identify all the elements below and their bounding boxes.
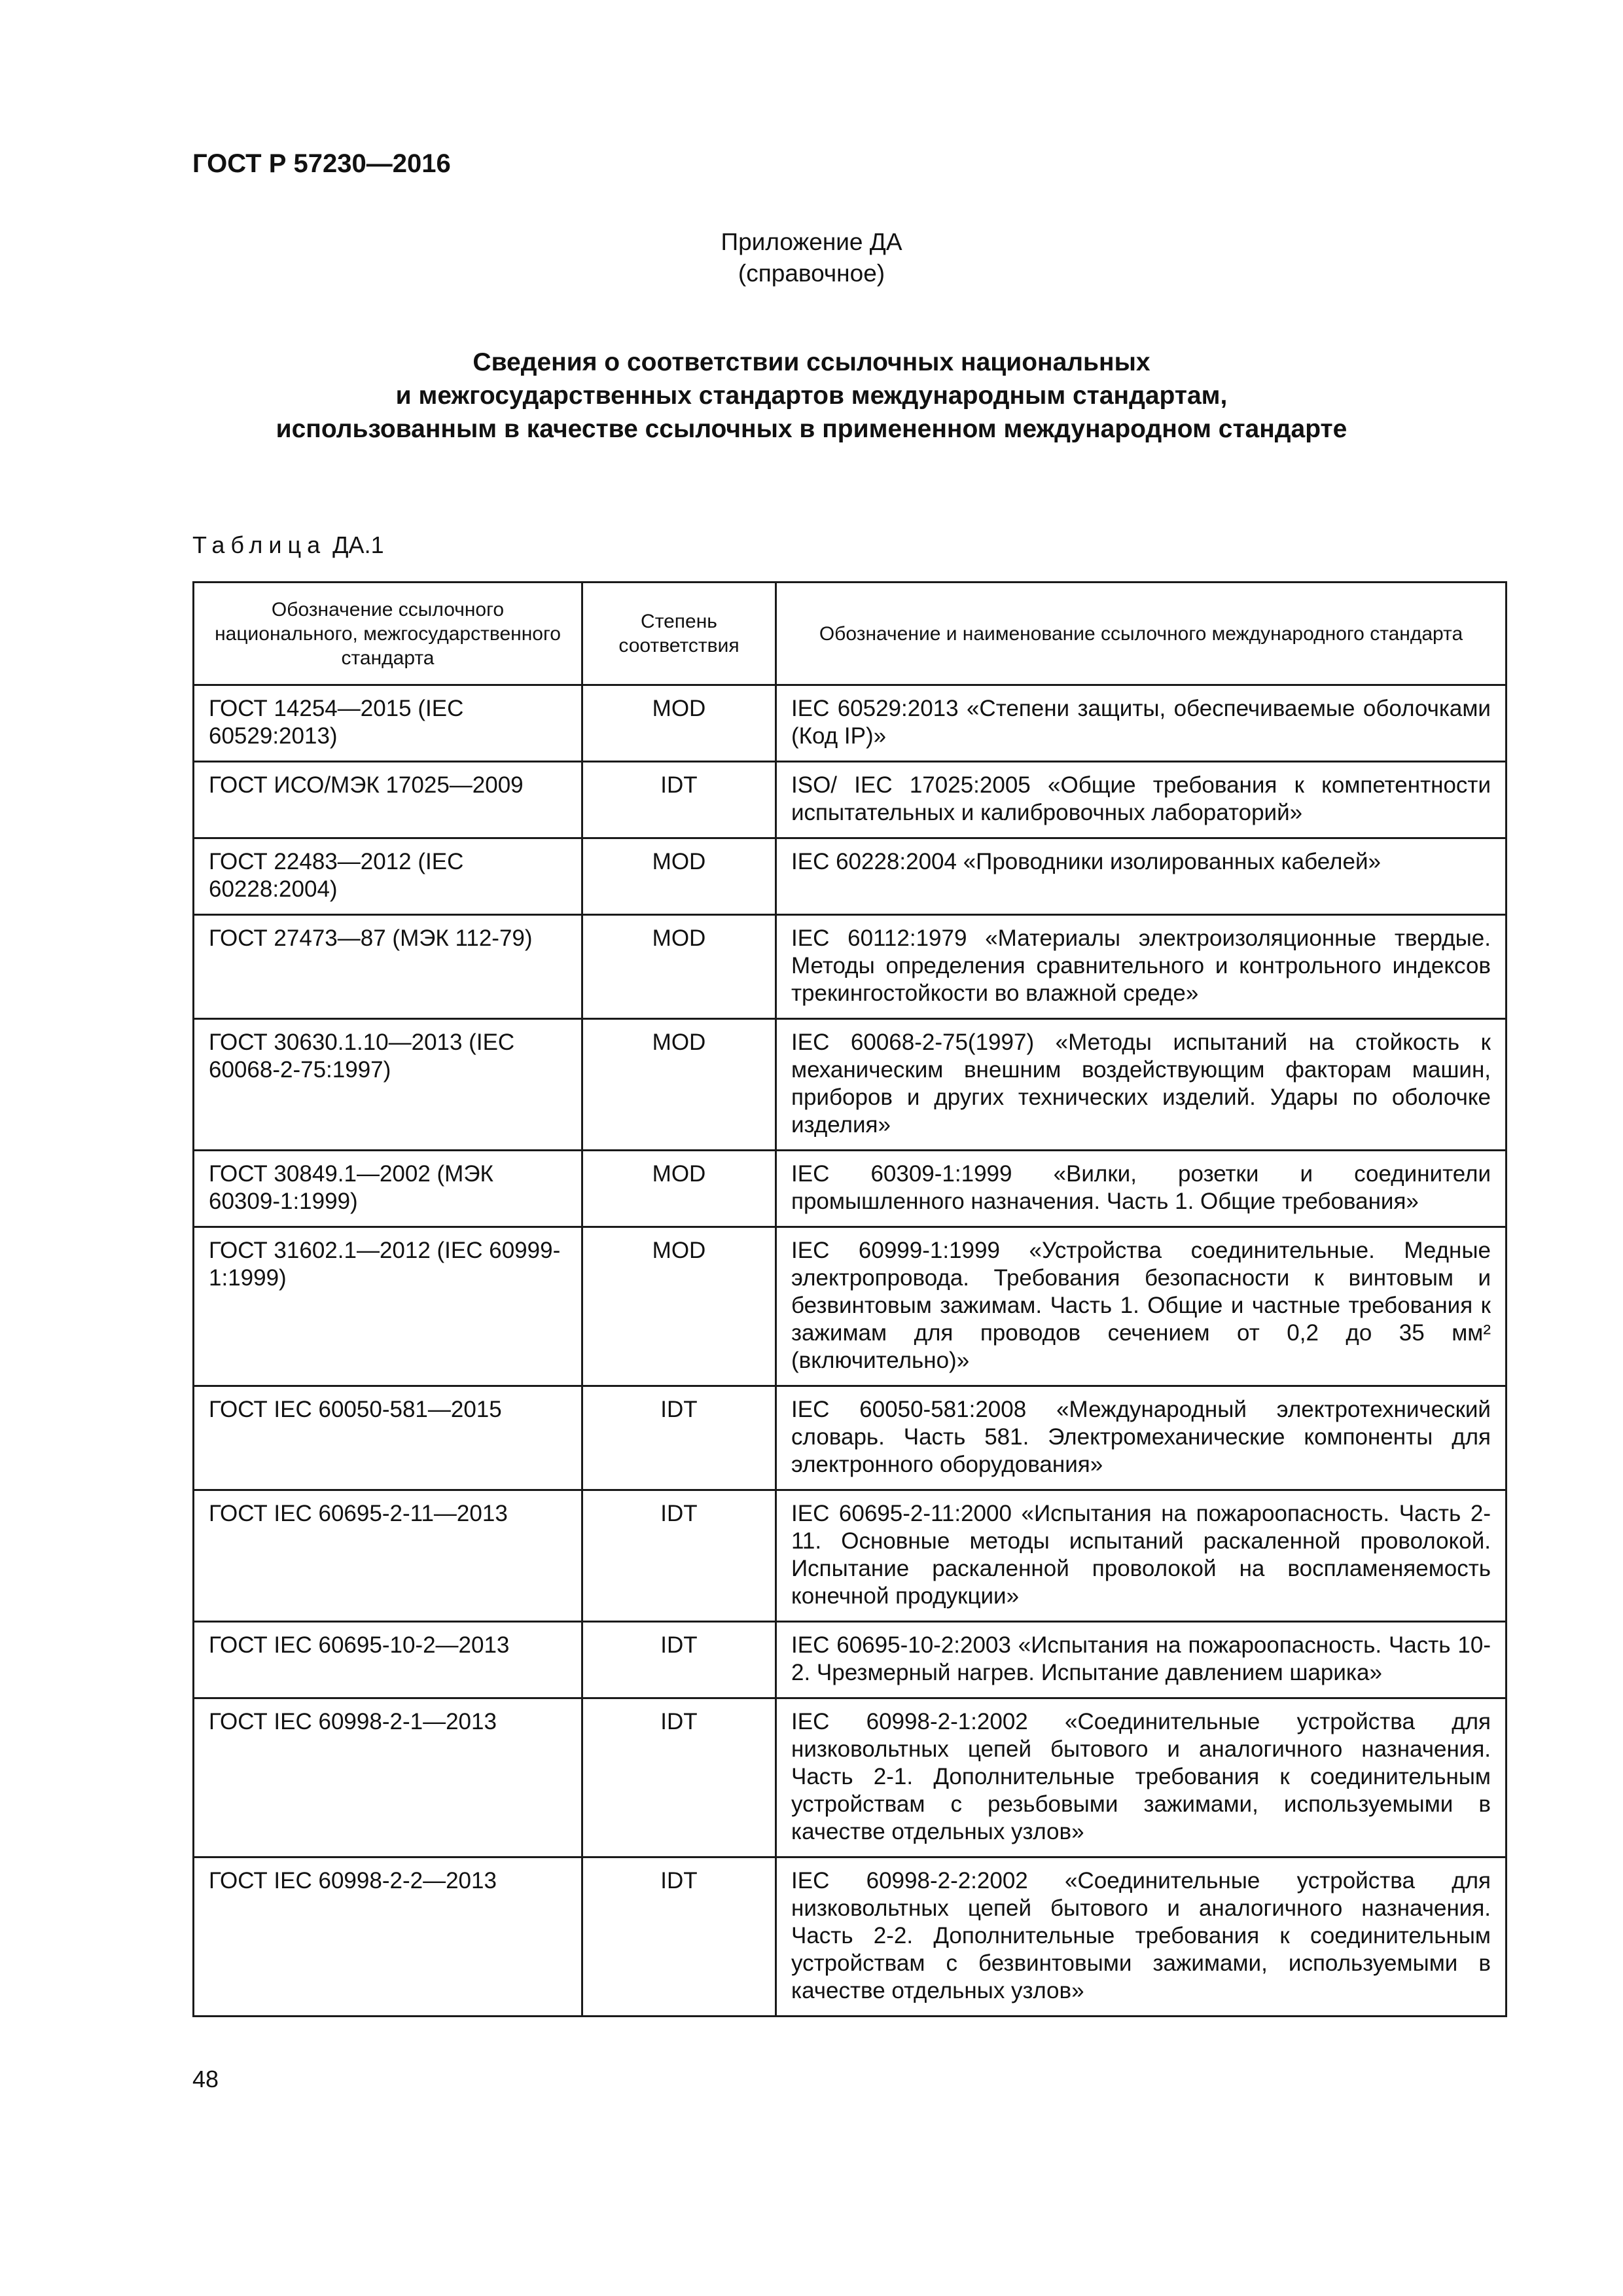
title-line: Сведения о соответствии ссылочных национальных	[473, 348, 1150, 376]
national-standard-cell: ГОСТ 27473—87 (МЭК 112-79)	[194, 915, 582, 1019]
degree-cell: IDT	[582, 762, 776, 838]
document-code: ГОСТ Р 57230—2016	[192, 149, 451, 178]
table-row	[194, 762, 1507, 838]
national-standard-cell: ГОСТ IEC 60695-2-11—2013	[194, 1490, 582, 1622]
national-standard-cell: ГОСТ ИСО/МЭК 17025—2009	[194, 762, 582, 838]
table-row	[194, 1857, 1507, 2017]
appendix-title: Приложение ДА	[721, 228, 902, 255]
table-row	[194, 1227, 1507, 1386]
title-line: использованным в качестве ссылочных в примененном международном стандарте	[276, 415, 1347, 443]
international-standard-cell: IEC 60112:1979 «Материалы электроизоляционные твердые. Методы определения сравнительного и контрольного индексов трекингостойкости во влажной среде»	[776, 915, 1507, 1019]
table-row	[194, 1490, 1507, 1622]
international-standard-cell: IEC 60998-2-1:2002 «Соединительные устройства для низковольтных цепей бытового и аналогичного назначения. Часть 2-1. Дополнительные требования к соединительным устройствам с резьбовыми зажимами, используемыми в качестве отдельных узлов»	[776, 1698, 1507, 1857]
degree-cell: MOD	[582, 1151, 776, 1227]
column-header-international-standard: Обозначение и наименование ссылочного международного стандарта	[776, 583, 1507, 685]
international-standard-cell: IEC 60309-1:1999 «Вилки, розетки и соединители промышленного назначения. Часть 1. Общие требования»	[776, 1151, 1507, 1227]
degree-cell: MOD	[582, 1019, 776, 1151]
national-standard-cell: ГОСТ 30630.1.10—2013 (IEC 60068-2-75:1997)	[194, 1019, 582, 1151]
national-standard-cell: ГОСТ 14254—2015 (IEC 60529:2013)	[194, 685, 582, 762]
national-standard-cell: ГОСТ 30849.1—2002 (МЭК 60309-1:1999)	[194, 1151, 582, 1227]
table-row	[194, 1622, 1507, 1698]
national-standard-cell: ГОСТ IEC 60998-2-1—2013	[194, 1698, 582, 1857]
appendix-heading	[0, 226, 1623, 289]
document-title	[0, 346, 1623, 446]
international-standard-cell: IEC 60998-2-2:2002 «Соединительные устройства для низковольтных цепей бытового и аналогичного назначения. Часть 2-2. Дополнительные требования к соединительным устройствам с безвинтовыми зажимами, используемыми в качестве отдельных узлов»	[776, 1857, 1507, 2017]
table-header-row	[194, 583, 1507, 685]
national-standard-cell: ГОСТ 22483—2012 (IEC 60228:2004)	[194, 838, 582, 915]
table-row	[194, 838, 1507, 915]
degree-cell: IDT	[582, 1386, 776, 1490]
degree-cell: IDT	[582, 1490, 776, 1622]
international-standard-cell: IEC 60999-1:1999 «Устройства соединительные. Медные электропровода. Требования безопасности к винтовым и безвинтовым зажимам. Часть 1. Общие и частные требования к зажимам для проводов сечением от 0,2 до 35 мм² (включительно)»	[776, 1227, 1507, 1386]
column-header-degree: Степень соответствия	[582, 583, 776, 685]
international-standard-cell: IEC 60228:2004 «Проводники изолированных кабелей»	[776, 838, 1507, 915]
degree-cell: IDT	[582, 1622, 776, 1698]
national-standard-cell: ГОСТ 31602.1—2012 (IEC 60999-1:1999)	[194, 1227, 582, 1386]
degree-cell: MOD	[582, 1227, 776, 1386]
table-caption-number: ДА.1	[332, 531, 384, 558]
table-row	[194, 1151, 1507, 1227]
degree-cell: MOD	[582, 915, 776, 1019]
national-standard-cell: ГОСТ IEC 60050-581—2015	[194, 1386, 582, 1490]
degree-cell: IDT	[582, 1857, 776, 2017]
national-standard-cell: ГОСТ IEC 60998-2-2—2013	[194, 1857, 582, 2017]
national-standard-cell: ГОСТ IEC 60695-10-2—2013	[194, 1622, 582, 1698]
international-standard-cell: IEC 60695-10-2:2003 «Испытания на пожароопасность. Часть 10-2. Чрезмерный нагрев. Испытание давлением шарика»	[776, 1622, 1507, 1698]
appendix-status: (справочное)	[738, 260, 885, 287]
international-standard-cell: IEC 60529:2013 «Степени защиты, обеспечиваемые оболочками (Код IP)»	[776, 685, 1507, 762]
international-standard-cell: IEC 60695-2-11:2000 «Испытания на пожароопасность. Часть 2-11. Основные методы испытаний раскаленной проволокой. Испытание раскаленной проволокой на воспламеняемость конечной продукции»	[776, 1490, 1507, 1622]
table-row	[194, 1698, 1507, 1857]
title-line: и межгосударственных стандартов международным стандартам,	[395, 382, 1228, 410]
international-standard-cell: IEC 60068-2-75(1997) «Методы испытаний на стойкость к механическим внешним воздействующим факторам машин, приборов и других технических изделий. Удары по оболочке изделия»	[776, 1019, 1507, 1151]
column-header-national-standard: Обозначение ссылочного национального, межгосударственного стандарта	[194, 583, 582, 685]
table-row	[194, 1386, 1507, 1490]
degree-cell: MOD	[582, 685, 776, 762]
table-row	[194, 1019, 1507, 1151]
degree-cell: MOD	[582, 838, 776, 915]
page-number: 48	[192, 2066, 219, 2092]
table-row	[194, 685, 1507, 762]
degree-cell: IDT	[582, 1698, 776, 1857]
standards-correspondence-table	[192, 581, 1507, 2017]
international-standard-cell: ISO/ IEC 17025:2005 «Общие требования к компетентности испытательных и калибровочных лабораторий»	[776, 762, 1507, 838]
international-standard-cell: IEC 60050-581:2008 «Международный электротехнический словарь. Часть 581. Электромеханические компоненты для электронного оборудования»	[776, 1386, 1507, 1490]
table-caption-label: Таблица	[192, 531, 327, 558]
table-row	[194, 915, 1507, 1019]
table-caption	[192, 531, 384, 559]
